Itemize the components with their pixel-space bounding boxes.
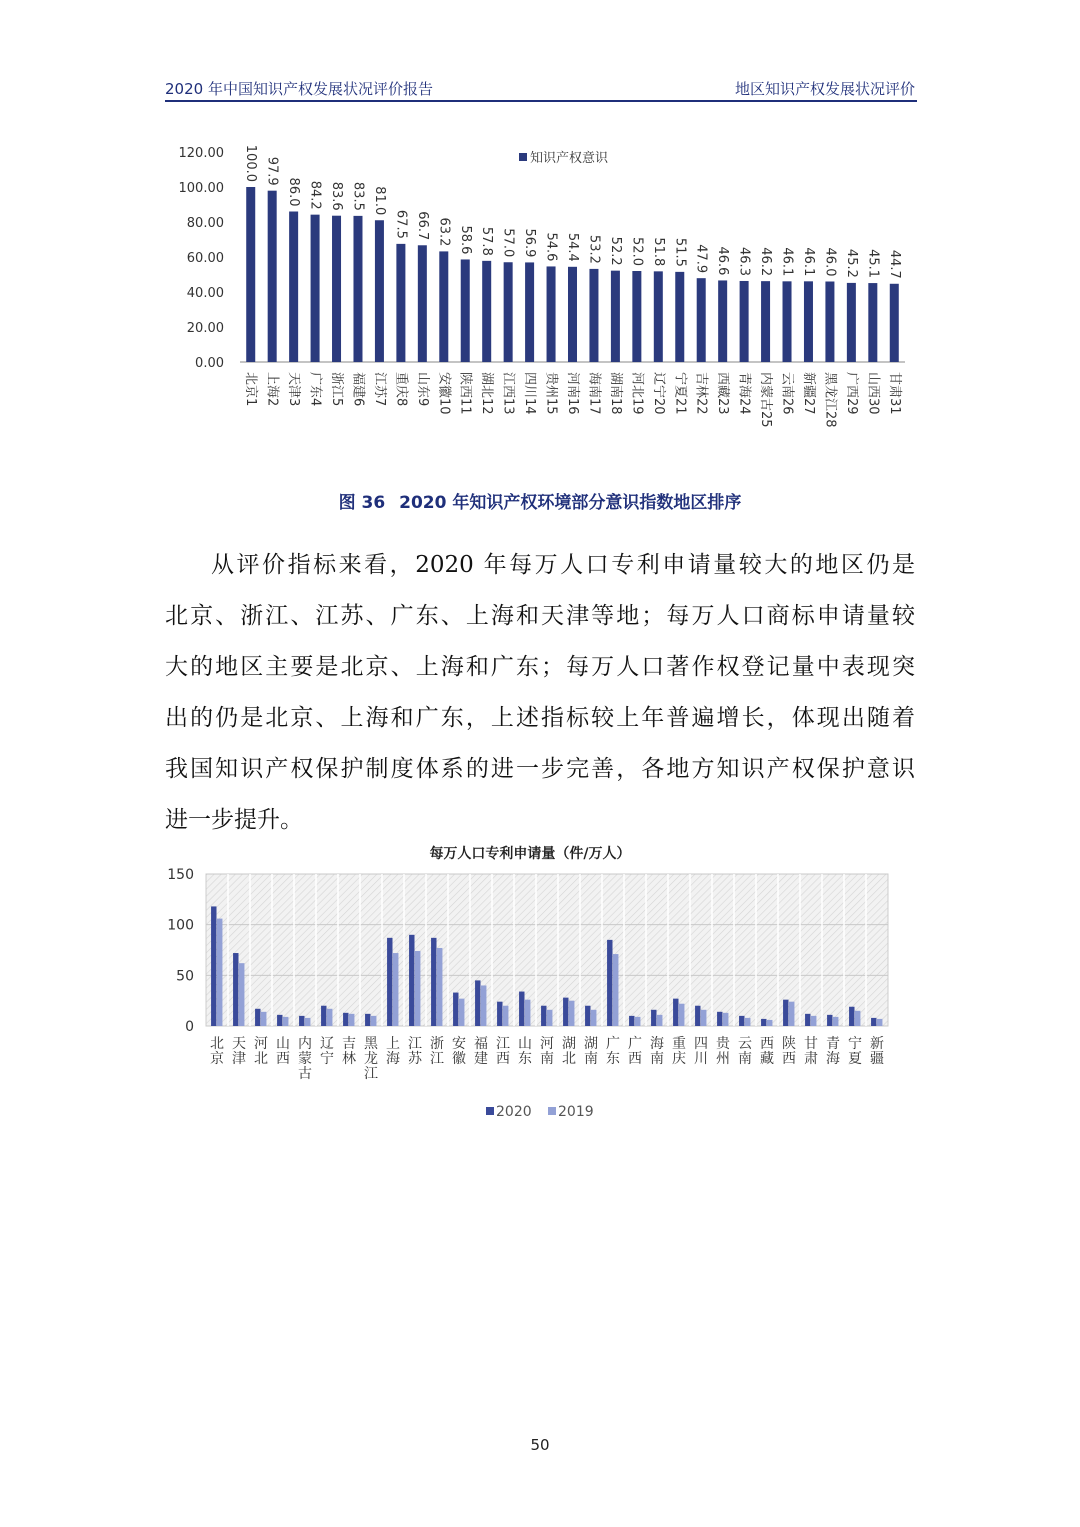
bar-2019 (657, 1015, 662, 1026)
bar-2020 (783, 1000, 788, 1026)
y-tick-label: 0 (185, 1019, 194, 1035)
bar (547, 266, 556, 362)
bar-2020 (827, 1015, 832, 1026)
bar (740, 281, 749, 362)
category-label-char: 重 (672, 1036, 686, 1052)
bar-2020 (409, 935, 414, 1026)
y-tick-label: 20.00 (186, 321, 224, 336)
bar (718, 280, 727, 362)
category-label-char: 东 (606, 1051, 620, 1067)
bar (418, 245, 427, 362)
data-label: 100.0 (243, 144, 259, 182)
category-label: 青海24 (736, 372, 752, 415)
category-label: 山东9 (414, 372, 430, 407)
body-line-5: 我国知识产权保护制度体系的进一步完善，各地方知识产权保护意识 (165, 756, 915, 782)
bar-2020 (629, 1016, 634, 1026)
figure-caption (0, 488, 1080, 513)
data-label: 45.1 (865, 249, 881, 279)
bar (890, 284, 899, 362)
category-label-char: 南 (738, 1051, 752, 1067)
bar-2019 (569, 1001, 574, 1026)
bar-2019 (679, 1004, 684, 1026)
bar-2020 (607, 940, 612, 1026)
y-tick-label: 100 (167, 917, 194, 934)
category-label-char: 庆 (672, 1051, 686, 1067)
bar-2019 (701, 1010, 706, 1026)
legend-swatch (548, 1107, 556, 1115)
page-number: 50 (530, 1436, 550, 1454)
category-label-char: 海 (650, 1036, 664, 1052)
category-label-char: 东 (518, 1051, 532, 1067)
data-label: 67.5 (393, 209, 409, 239)
bar-2020 (849, 1007, 854, 1026)
data-label: 54.6 (543, 232, 559, 262)
category-label-char: 古 (298, 1066, 312, 1082)
bar-2020 (211, 906, 216, 1026)
bar (353, 216, 362, 362)
bar (804, 281, 813, 362)
bar (654, 271, 663, 362)
category-label-char: 云 (738, 1036, 752, 1052)
data-label: 51.8 (650, 237, 666, 267)
data-label: 46.0 (822, 247, 838, 277)
category-label-char: 河 (540, 1036, 554, 1052)
chart-title: 每万人口专利申请量（件/万人） (429, 846, 631, 862)
category-label-char: 南 (650, 1051, 664, 1067)
data-label: 46.1 (779, 247, 795, 277)
category-label-char: 南 (584, 1051, 598, 1067)
data-label: 83.5 (350, 181, 366, 211)
category-label: 广东4 (307, 372, 323, 407)
bar-2019 (811, 1016, 816, 1026)
category-label-char: 夏 (848, 1051, 862, 1067)
category-label-char: 宁 (848, 1036, 862, 1052)
data-label: 54.4 (565, 232, 580, 262)
data-label: 84.2 (307, 180, 323, 210)
y-tick-label: 150 (167, 867, 194, 883)
bar-2019 (459, 999, 464, 1026)
bar-2020 (299, 1016, 304, 1026)
y-tick-label: 100.00 (178, 181, 224, 196)
category-label: 江西13 (500, 372, 516, 415)
bar (311, 215, 320, 362)
legend-swatch (486, 1107, 494, 1115)
category-label-char: 海 (826, 1051, 840, 1067)
legend-swatch (519, 153, 527, 161)
category-label: 贵州15 (543, 372, 559, 415)
data-label: 56.9 (522, 228, 538, 258)
category-label-char: 北 (254, 1051, 268, 1067)
category-label: 上海2 (264, 372, 280, 407)
data-label: 57.0 (500, 228, 516, 258)
data-label: 81.0 (371, 186, 387, 216)
category-label-char: 京 (210, 1051, 224, 1067)
bar-2019 (283, 1017, 288, 1026)
bar (525, 262, 534, 362)
body-line-6: 进一步提升。 (165, 807, 303, 833)
bar (268, 191, 277, 362)
category-label: 湖北12 (479, 372, 495, 415)
bar-2020 (739, 1016, 744, 1026)
bar-2019 (217, 919, 222, 1026)
legend-label: 知识产权意识 (530, 151, 609, 166)
body-line-2: 北京、浙江、江苏、广东、上海和天津等地；每万人口商标申请量较 (165, 603, 915, 629)
bar (675, 272, 684, 362)
bar (568, 267, 577, 362)
category-label: 重庆8 (393, 372, 409, 407)
bar-2020 (497, 1002, 502, 1026)
category-label-char: 疆 (870, 1051, 884, 1067)
data-label: 53.2 (586, 234, 602, 264)
bar-2019 (767, 1020, 772, 1026)
category-label: 安徽10 (436, 372, 452, 415)
category-label-char: 西 (276, 1051, 290, 1067)
category-label: 四川14 (522, 372, 538, 415)
data-label: 47.9 (693, 244, 709, 274)
y-tick-label: 60.00 (186, 251, 224, 266)
category-label-char: 海 (386, 1051, 400, 1067)
data-label: 46.3 (736, 247, 752, 276)
bar-2020 (651, 1010, 656, 1026)
category-label: 辽宁20 (650, 372, 666, 415)
y-tick-label: 80.00 (186, 216, 224, 231)
header-divider (165, 100, 917, 102)
legend-label: 2019 (558, 1104, 594, 1120)
category-label-char: 河 (254, 1036, 268, 1052)
category-label-char: 湖 (562, 1036, 576, 1052)
bar-2019 (591, 1010, 596, 1026)
bar-2019 (855, 1011, 860, 1026)
category-label-char: 西 (760, 1036, 774, 1052)
category-label-char: 江 (408, 1036, 422, 1052)
category-label-char: 福 (474, 1036, 488, 1052)
data-label: 52.0 (629, 237, 645, 266)
y-tick-label: 50 (176, 968, 194, 985)
category-label-char: 州 (716, 1051, 730, 1067)
category-label: 天津3 (286, 372, 302, 407)
bar-2019 (239, 963, 244, 1026)
bar-2019 (723, 1013, 728, 1026)
bar-2020 (365, 1014, 370, 1026)
bar-2019 (635, 1017, 640, 1026)
category-label-char: 南 (540, 1051, 554, 1067)
category-label: 福建6 (350, 372, 366, 407)
bar-2020 (277, 1015, 282, 1026)
bar-2020 (343, 1013, 348, 1026)
bar-2020 (717, 1012, 722, 1026)
bar (439, 251, 448, 362)
category-label: 浙江5 (329, 372, 345, 407)
data-label: 58.6 (457, 225, 473, 255)
category-label: 海南17 (586, 372, 602, 415)
bar-2020 (255, 1009, 260, 1026)
category-label: 宁夏21 (672, 372, 688, 415)
category-label: 内蒙古25 (758, 372, 774, 428)
category-label-char: 湖 (584, 1036, 598, 1052)
bar (246, 187, 255, 362)
bar-2019 (327, 1009, 332, 1026)
bar (589, 269, 598, 362)
bar-2019 (877, 1019, 882, 1026)
bar (783, 281, 792, 362)
category-label-char: 宁 (320, 1051, 334, 1067)
category-label: 山西30 (865, 372, 881, 415)
bar-2019 (525, 1000, 530, 1026)
figure-label: 图 36 (338, 493, 386, 513)
bar (697, 278, 706, 362)
data-label: 66.7 (414, 211, 430, 241)
bar (847, 283, 856, 362)
category-label: 北京1 (243, 372, 259, 407)
body-paragraph (165, 540, 915, 846)
bar-2019 (789, 1002, 794, 1026)
category-label-char: 广 (606, 1036, 620, 1052)
bar-2020 (321, 1006, 326, 1026)
bar (396, 244, 405, 362)
bar-2019 (261, 1012, 266, 1026)
data-label: 97.9 (264, 156, 280, 186)
category-label-char: 肃 (804, 1051, 818, 1067)
category-label-char: 贵 (716, 1036, 730, 1052)
bar-2019 (833, 1017, 838, 1026)
figure-title: 2020 年知识产权环境部分意识指数地区排序 (399, 493, 742, 513)
category-label: 吉林22 (693, 372, 709, 415)
category-label: 甘肃31 (886, 372, 902, 415)
category-label-char: 山 (276, 1036, 290, 1052)
data-label: 52.2 (607, 236, 623, 266)
bar-2019 (547, 1010, 552, 1026)
category-label: 河南16 (565, 372, 580, 415)
bar-2020 (563, 998, 568, 1026)
bar (611, 271, 620, 362)
bar-2020 (453, 993, 458, 1026)
bar-2020 (475, 980, 480, 1026)
y-tick-label: 0.00 (195, 356, 224, 371)
category-label-char: 蒙 (298, 1051, 312, 1067)
legend-label: 2020 (496, 1104, 532, 1120)
category-label: 西藏23 (715, 372, 731, 415)
bar-2019 (481, 985, 486, 1026)
data-label: 57.8 (479, 226, 495, 256)
category-label-char: 吉 (342, 1036, 356, 1052)
category-label-char: 上 (386, 1036, 400, 1052)
category-label-char: 苏 (408, 1051, 422, 1067)
category-label-char: 内 (298, 1036, 312, 1052)
category-label-char: 山 (518, 1036, 532, 1052)
bar-2019 (393, 953, 398, 1026)
category-label: 云南26 (779, 372, 795, 415)
category-label-char: 江 (430, 1051, 444, 1067)
bar-2019 (349, 1014, 354, 1026)
category-label-char: 天 (232, 1036, 246, 1052)
bar-2020 (695, 1006, 700, 1026)
header-report-title: 2020 年中国知识产权发展状况评价报告 (165, 80, 433, 98)
bar (332, 216, 341, 362)
category-label: 湖南18 (607, 372, 623, 415)
category-label-char: 安 (452, 1036, 466, 1052)
data-label: 51.5 (672, 237, 688, 267)
category-label-char: 西 (628, 1051, 642, 1067)
bar-2019 (745, 1018, 750, 1026)
data-label: 63.2 (436, 217, 452, 247)
patent-applications-bar-chart (160, 836, 900, 1136)
category-label-char: 新 (870, 1036, 884, 1052)
category-label: 新疆27 (800, 372, 816, 415)
bar-2019 (613, 954, 618, 1026)
data-label: 46.1 (800, 247, 816, 277)
category-label-char: 西 (496, 1051, 510, 1067)
category-label-char: 建 (474, 1051, 488, 1067)
category-label-char: 北 (562, 1051, 576, 1067)
category-label-char: 黑 (364, 1036, 378, 1052)
data-label: 45.2 (843, 248, 859, 278)
category-label-char: 津 (232, 1051, 246, 1067)
category-label-char: 辽 (320, 1036, 334, 1052)
bar (289, 212, 298, 363)
category-label-char: 徽 (452, 1051, 466, 1067)
bar (632, 271, 641, 362)
bar (504, 262, 513, 362)
body-line-3: 大的地区主要是北京、上海和广东；每万人口著作权登记量中表现突 (165, 654, 915, 680)
category-label: 黑龙江28 (822, 372, 838, 428)
bar (482, 261, 491, 362)
category-label-char: 四 (694, 1036, 708, 1052)
bar-2020 (761, 1019, 766, 1026)
data-label: 83.6 (329, 181, 345, 211)
bar-2019 (437, 948, 442, 1026)
bar (825, 282, 834, 363)
body-line-4: 出的仍是北京、上海和广东，上述指标较上年普遍增长，体现出随着 (165, 705, 915, 731)
bar-2020 (585, 1006, 590, 1026)
y-tick-label: 40.00 (186, 286, 224, 301)
bar-2020 (387, 938, 392, 1026)
category-label: 河北19 (629, 372, 645, 415)
data-label: 86.0 (286, 177, 302, 207)
header-section-title: 地区知识产权发展状况评价 (734, 80, 915, 98)
category-label-char: 江 (364, 1066, 378, 1082)
category-label-char: 甘 (804, 1036, 818, 1052)
bar-2020 (233, 953, 238, 1026)
category-label-char: 川 (694, 1051, 708, 1067)
category-label-char: 广 (628, 1036, 642, 1052)
category-label-char: 北 (210, 1036, 224, 1052)
bar-2020 (673, 999, 678, 1026)
data-label: 44.7 (886, 249, 902, 279)
y-tick-label: 120.00 (178, 146, 224, 161)
bar-2019 (305, 1018, 310, 1026)
bar (461, 259, 470, 362)
category-label-char: 浙 (430, 1036, 444, 1052)
category-label-char: 江 (496, 1036, 510, 1052)
bar-2020 (519, 992, 524, 1026)
bar (375, 220, 384, 362)
category-label-char: 西 (782, 1051, 796, 1067)
category-label: 广西29 (843, 372, 859, 415)
data-label: 46.6 (715, 246, 731, 276)
bar-2020 (541, 1006, 546, 1026)
bar-2019 (371, 1016, 376, 1026)
category-label-char: 陕 (782, 1036, 796, 1052)
bar-2019 (415, 951, 420, 1026)
bar-2019 (503, 1006, 508, 1026)
bar-2020 (871, 1018, 876, 1026)
data-label: 46.2 (758, 247, 774, 277)
bar (868, 283, 877, 362)
bar-2020 (805, 1014, 810, 1026)
category-label-char: 龙 (364, 1051, 378, 1067)
category-label-char: 藏 (760, 1051, 774, 1067)
body-line-1: 从评价指标来看，2020 年每万人口专利申请量较大的地区仍是 (211, 552, 915, 578)
bar (761, 281, 770, 362)
category-label: 江苏7 (371, 372, 387, 407)
category-label-char: 青 (826, 1036, 840, 1052)
ip-awareness-bar-chart (160, 130, 920, 470)
category-label: 陕西11 (457, 372, 473, 415)
category-label-char: 林 (342, 1051, 356, 1067)
bar-2020 (431, 938, 436, 1026)
